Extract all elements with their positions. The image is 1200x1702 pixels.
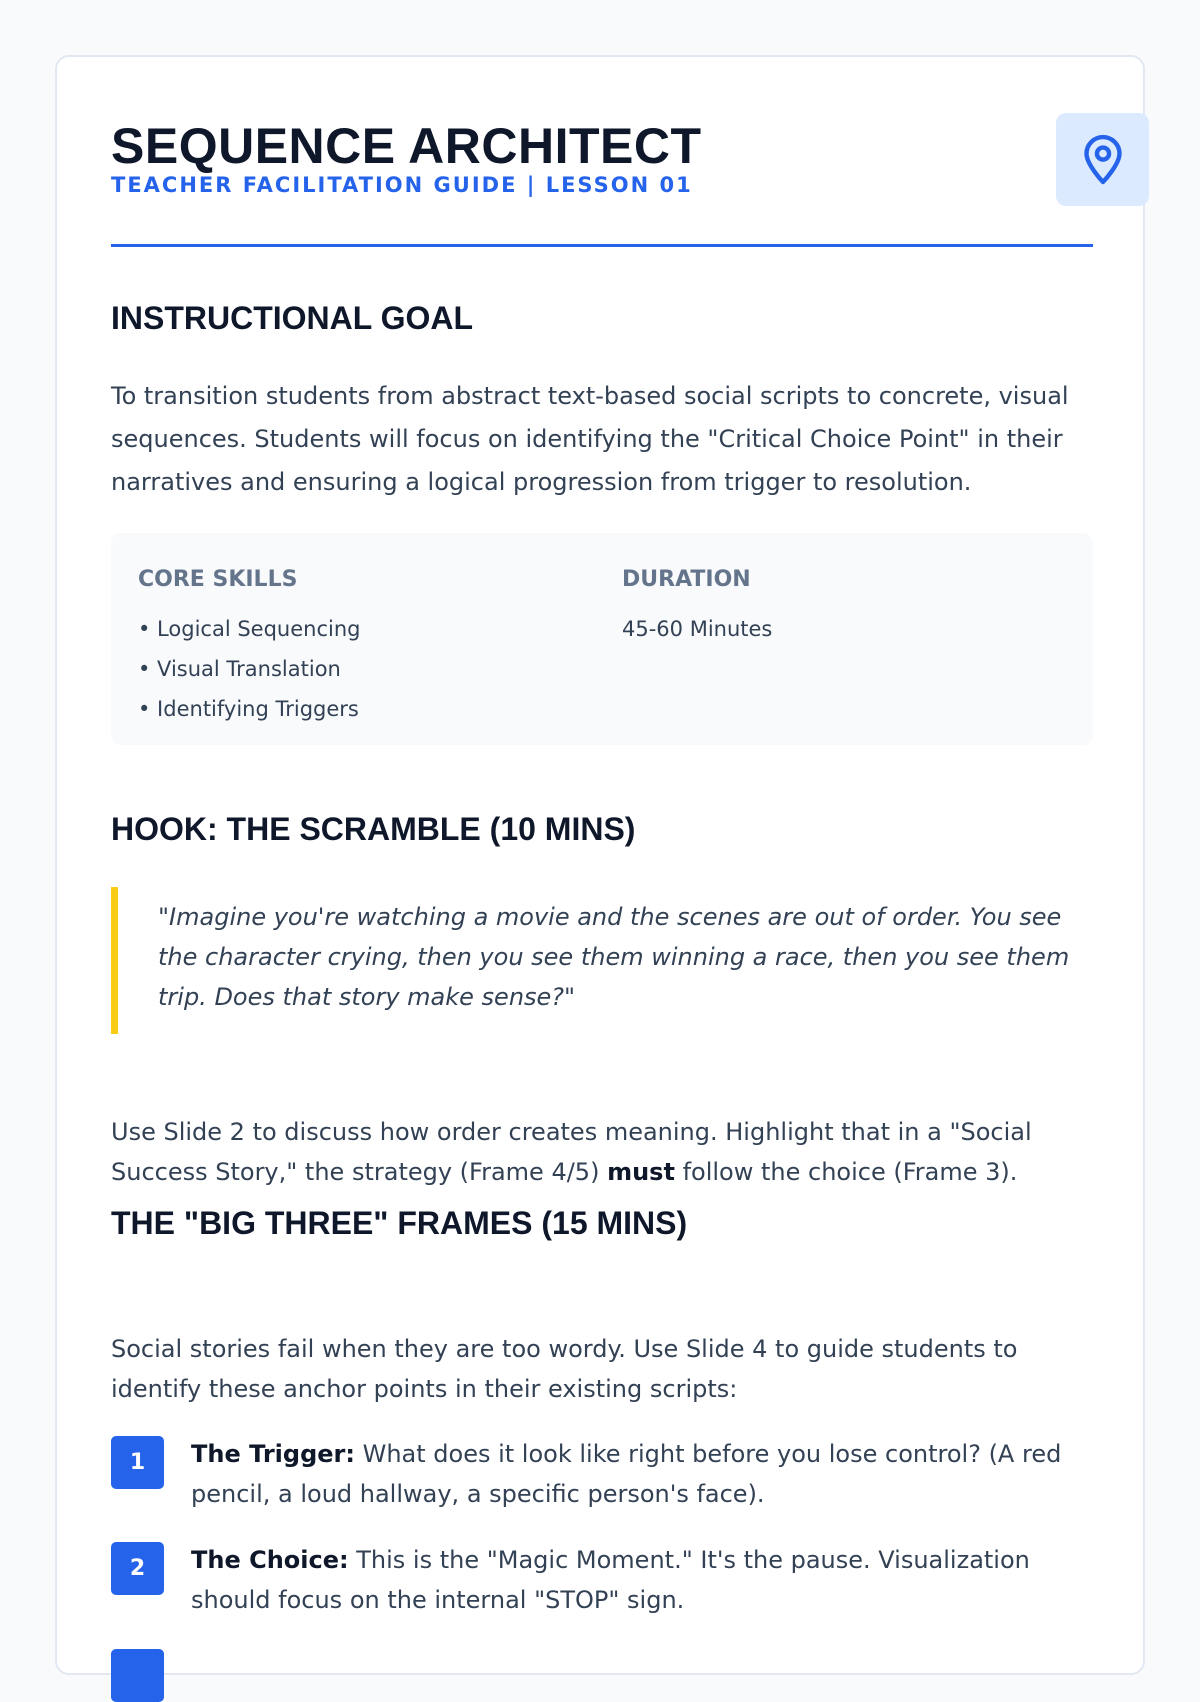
skill-item: • Identifying Triggers xyxy=(138,697,359,721)
goal-text: To transition students from abstract text-based social scripts to concrete, visual sequences. Students will focus on identifying the "Critical Choice Point" in their narratives and ensuring a logical progression from trigger to resolution. xyxy=(111,382,1069,496)
lesson-meta-box xyxy=(111,533,1093,745)
duration-label: DURATION xyxy=(622,567,751,592)
skill-item: • Logical Sequencing xyxy=(138,617,361,641)
hook-text-part: follow the choice (Frame 3). xyxy=(674,1158,1018,1186)
location-button[interactable] xyxy=(1056,113,1149,206)
hook-text xyxy=(111,1112,1091,1192)
frame-text xyxy=(191,1540,1091,1620)
skill-item: • Visual Translation xyxy=(138,657,341,681)
frame-number-badge: 2 xyxy=(111,1542,164,1595)
hook-quote-text: "Imagine you're watching a movie and the scenes are out of order. You see the character crying, then you see them winning a race, then you see them trip. Does that story make sense?" xyxy=(158,903,1070,1011)
frames-intro: Social stories fail when they are too wordy. Use Slide 4 to guide students to identify these anchor points in their existing scripts: xyxy=(111,1335,1018,1403)
page-title: SEQUENCE ARCHITECT xyxy=(111,118,702,174)
frame-text xyxy=(191,1434,1091,1514)
core-skills-label: CORE SKILLS xyxy=(138,567,298,592)
frame-title: The Choice: xyxy=(191,1546,349,1574)
section-heading-hook: HOOK: THE SCRAMBLE (10 MINS) xyxy=(111,811,636,847)
duration-value: 45-60 Minutes xyxy=(622,617,773,641)
page-subtitle: TEACHER FACILITATION GUIDE | LESSON 01 xyxy=(111,173,693,197)
hook-text-part: Use Slide 2 to discuss how order creates meaning. Highlight that in a "Social Success Story," the strategy (Frame 4/5) xyxy=(111,1118,1032,1186)
frame-description: What does it look like right before you lose control? (A red pencil, a loud hallway, a specific person's face). xyxy=(191,1440,1062,1508)
frame-title: The Trigger: xyxy=(191,1440,355,1468)
frame-description: This is the "Magic Moment." It's the pause. Visualization should focus on the internal "STOP" sign. xyxy=(191,1546,1030,1614)
header-divider xyxy=(111,244,1093,247)
section-heading-frames: THE "BIG THREE" FRAMES (15 MINS) xyxy=(111,1205,688,1241)
hook-text-emphasis: must xyxy=(607,1158,675,1186)
core-skills-list xyxy=(138,609,360,729)
guide-card xyxy=(55,55,1145,1675)
section-heading-goal: INSTRUCTIONAL GOAL xyxy=(111,300,474,336)
frame-number-badge xyxy=(111,1649,164,1702)
frame-number-badge: 1 xyxy=(111,1436,164,1489)
map-pin-icon xyxy=(1081,134,1125,186)
hook-quote xyxy=(111,887,1093,1034)
